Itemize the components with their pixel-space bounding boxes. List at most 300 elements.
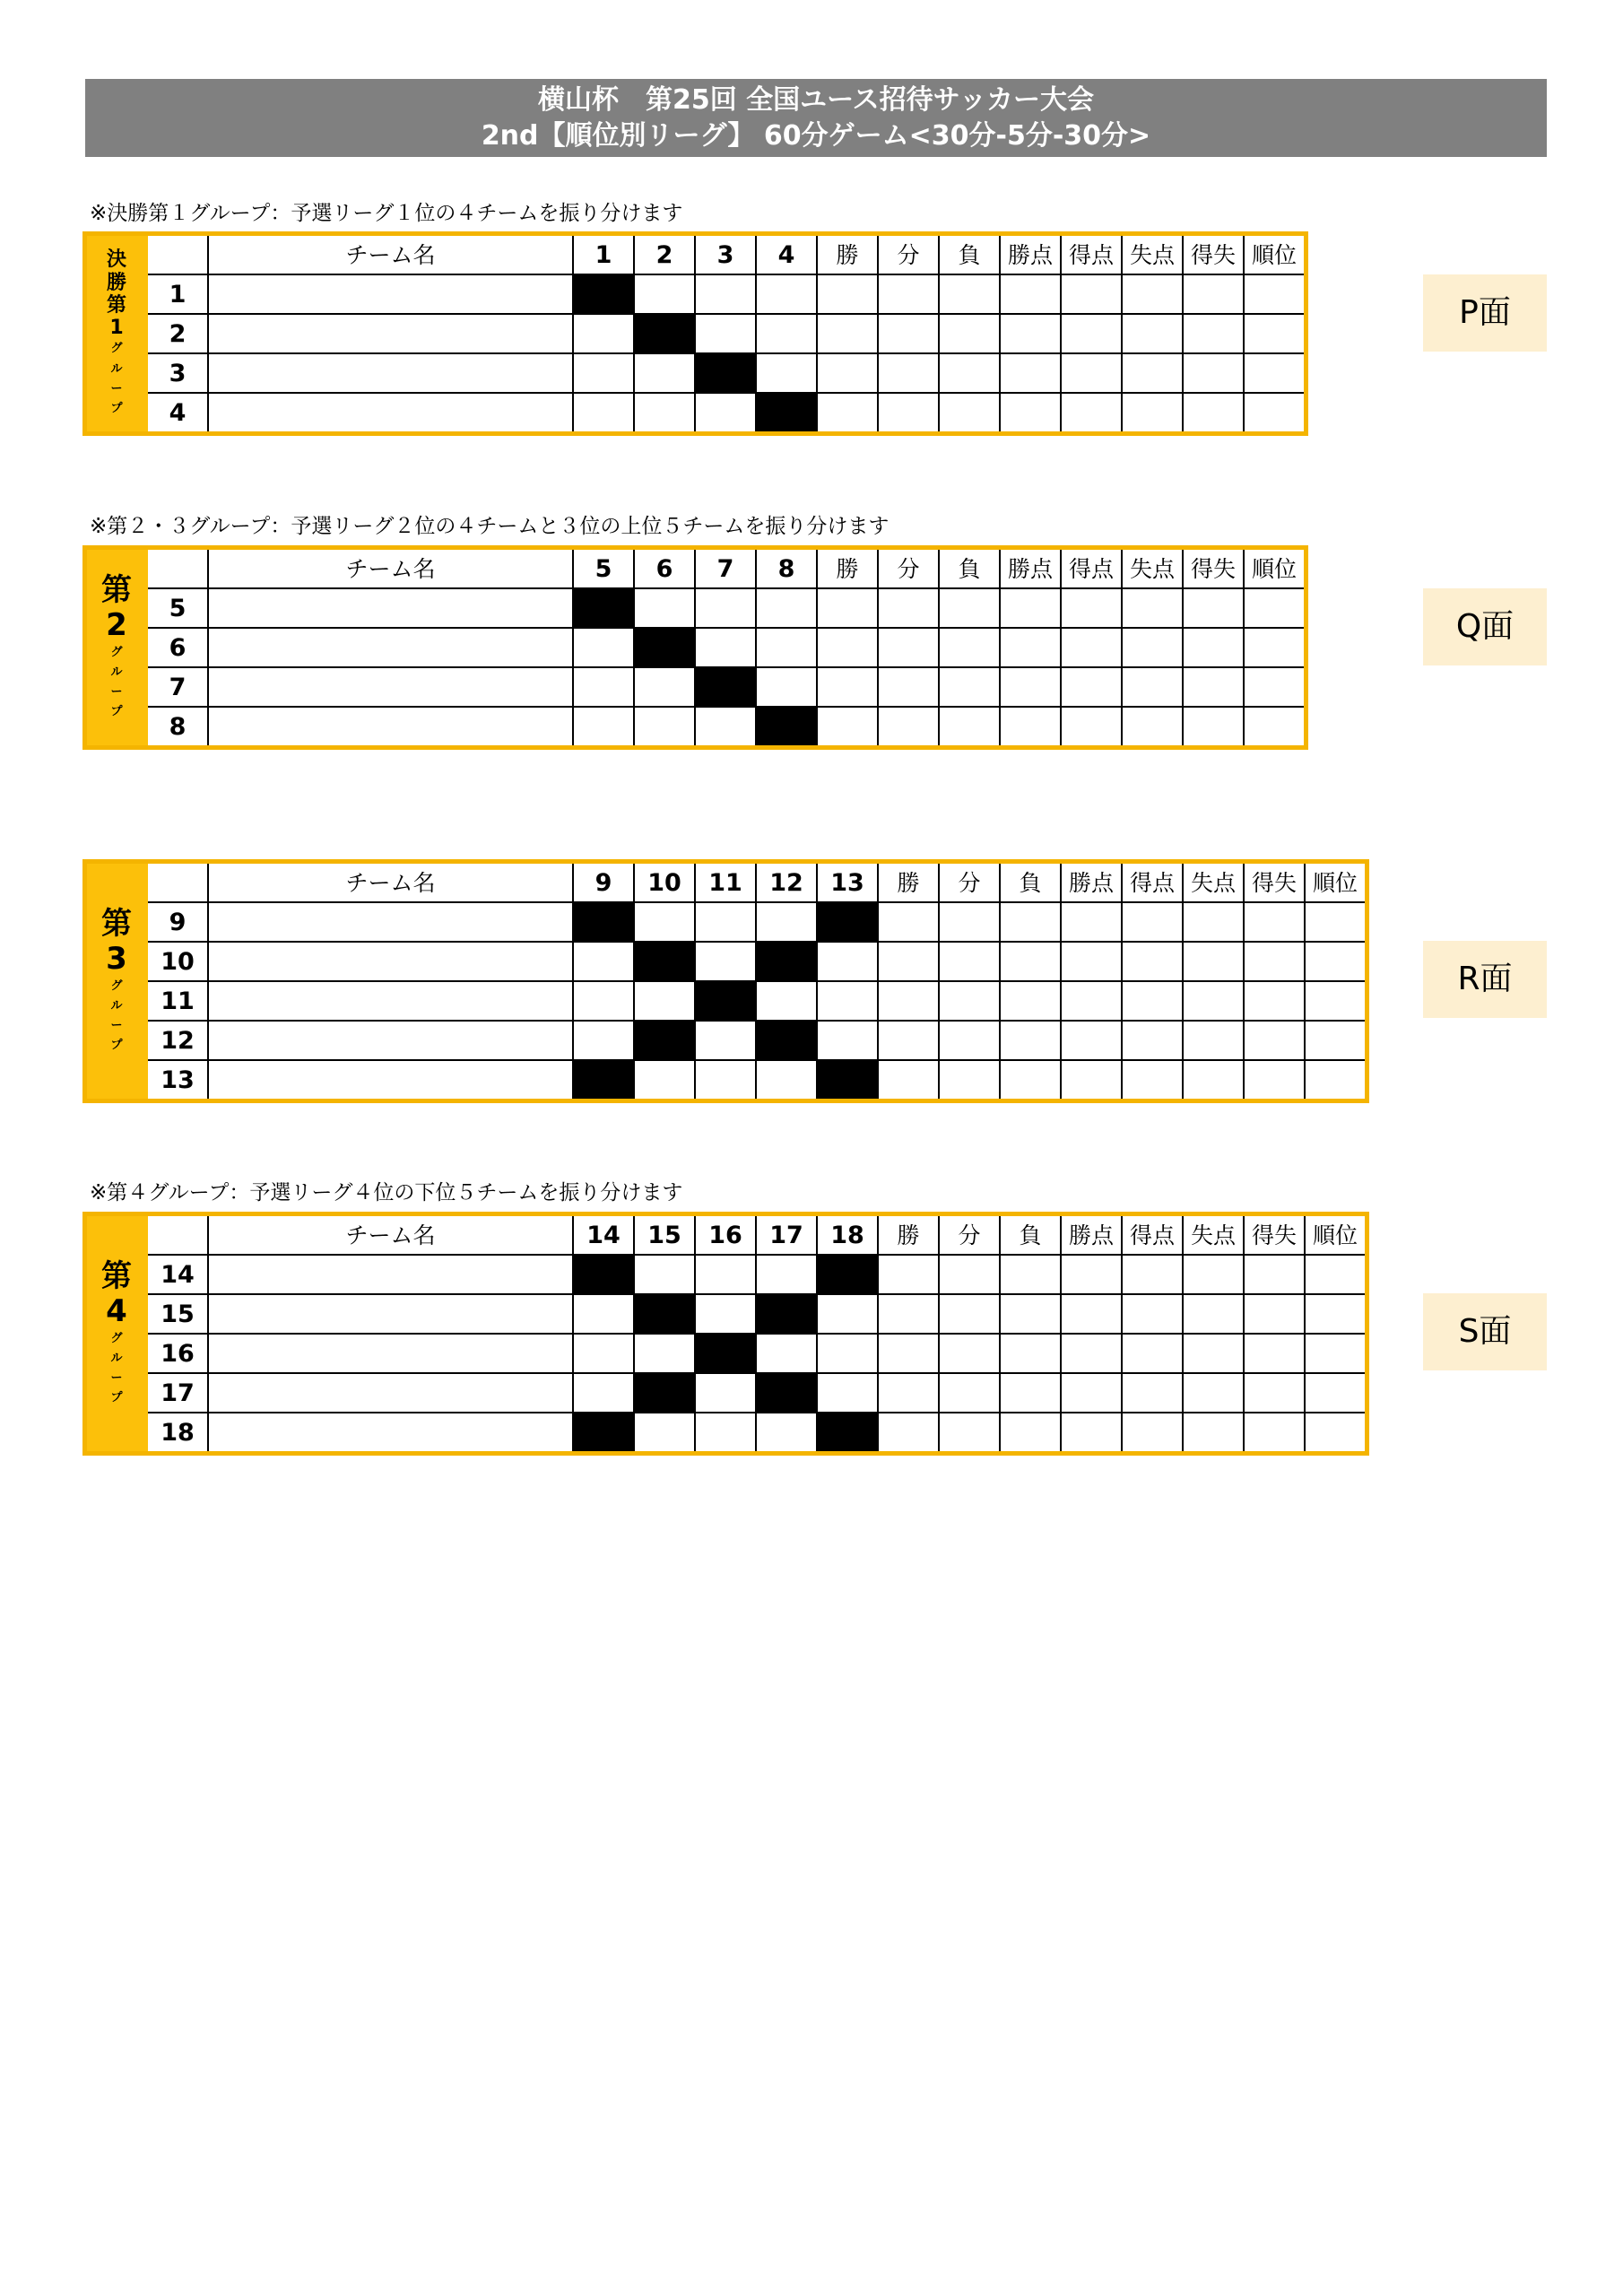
stat-cell[interactable] [1244,1255,1305,1294]
stat-cell[interactable] [939,707,1000,748]
team-name-header: チーム名 [208,862,573,903]
match-result-cell[interactable] [817,1021,878,1060]
stat-cell[interactable] [1183,1255,1244,1294]
stat-cell[interactable] [1000,393,1061,434]
stat-cell[interactable] [1183,1373,1244,1413]
match-result-cell[interactable] [695,902,756,942]
match-result-cell[interactable] [573,1294,634,1334]
stat-cell[interactable] [939,1413,1000,1454]
opponent-header: 3 [695,234,756,275]
match-result-cell[interactable] [695,1255,756,1294]
stat-cell[interactable] [1305,1255,1367,1294]
match-result-cell[interactable] [695,1060,756,1101]
match-result-cell[interactable] [573,393,634,434]
stat-cell[interactable] [1305,1021,1367,1060]
stat-header: 分 [878,234,939,275]
stat-cell[interactable] [1061,981,1122,1021]
opponent-header: 2 [634,234,695,275]
stat-cell[interactable] [1061,902,1122,942]
stat-cell[interactable] [1122,942,1183,981]
match-result-cell[interactable] [756,628,817,667]
stat-cell[interactable] [1061,314,1122,353]
stat-cell[interactable] [1244,588,1306,628]
group-2-note: ※第２・３グループ：予選リーグ２位の４チームと３位の上位５チームを振り分けます [90,515,890,538]
stat-cell[interactable] [1122,1021,1183,1060]
opponent-header: 5 [573,548,634,589]
team-name-header: チーム名 [208,234,573,275]
stat-cell[interactable] [1122,902,1183,942]
stat-cell[interactable] [1244,274,1306,314]
stat-cell[interactable] [878,1413,939,1454]
stat-cell[interactable] [878,1334,939,1373]
stat-cell[interactable] [1122,314,1183,353]
team-name-cell[interactable] [208,393,573,434]
stat-cell[interactable] [939,942,1000,981]
stat-cell[interactable] [1244,1021,1305,1060]
match-result-cell[interactable] [573,707,634,748]
opponent-header: 13 [817,862,878,903]
match-result-cell[interactable] [817,942,878,981]
stat-cell[interactable] [1061,1294,1122,1334]
match-result-cell[interactable] [634,667,695,707]
match-result-cell[interactable] [634,588,695,628]
stat-cell[interactable] [817,274,878,314]
header-blank-cell [147,862,208,903]
stat-cell[interactable] [817,353,878,393]
stat-cell[interactable] [1000,353,1061,393]
stat-cell[interactable] [939,274,1000,314]
blocked-cell [817,1255,878,1294]
team-name-cell[interactable] [208,981,573,1021]
stat-cell[interactable] [1244,353,1306,393]
team-row [85,1294,1367,1334]
stat-cell[interactable] [1000,1334,1061,1373]
stat-cell[interactable] [1305,1060,1367,1101]
stat-cell[interactable] [1000,902,1061,942]
group-1-note: ※決勝第１グループ：予選リーグ１位の４チームを振り分けます [90,202,683,225]
stat-cell[interactable] [1000,628,1061,667]
stat-cell[interactable] [1183,274,1244,314]
header-blank-cell [147,1214,208,1256]
group-side-char: グ [110,645,123,659]
match-result-cell[interactable] [756,353,817,393]
stat-cell[interactable] [1183,707,1244,748]
group-side-char: ル [110,361,123,376]
group-side-char: プ [110,1039,123,1053]
stat-cell[interactable] [1000,274,1061,314]
header-blank-cell [147,548,208,589]
match-result-cell[interactable] [756,981,817,1021]
stat-cell[interactable] [1061,667,1122,707]
stat-cell[interactable] [1305,1413,1367,1454]
team-number: 1 [147,274,208,314]
blocked-cell [634,628,695,667]
stat-cell[interactable] [878,628,939,667]
stat-cell[interactable] [1305,981,1367,1021]
stat-cell[interactable] [878,353,939,393]
stat-cell[interactable] [1183,393,1244,434]
stat-cell[interactable] [939,667,1000,707]
team-row [85,902,1367,942]
stat-cell[interactable] [1305,1334,1367,1373]
team-name-cell[interactable] [208,1060,573,1101]
stat-cell[interactable] [1305,1373,1367,1413]
team-name-cell[interactable] [208,902,573,942]
stat-header: 得失 [1244,1214,1305,1256]
title-line-2: 2nd【順位別リーグ】 60分ゲーム<30分-5分-30分> [481,119,1151,152]
blocked-cell [695,353,756,393]
blocked-cell [573,274,634,314]
group-side-char: プ [110,705,123,719]
stat-cell[interactable] [1061,1255,1122,1294]
stat-cell[interactable] [939,314,1000,353]
match-result-cell[interactable] [695,1373,756,1413]
stat-cell[interactable] [1061,393,1122,434]
match-result-cell[interactable] [756,1334,817,1373]
stat-header: 得点 [1061,234,1122,275]
match-result-cell[interactable] [634,274,695,314]
blocked-cell [634,1021,695,1060]
blocked-cell [756,393,817,434]
header-row [85,1214,1367,1256]
match-result-cell[interactable] [695,314,756,353]
match-result-cell[interactable] [756,588,817,628]
stat-cell[interactable] [878,588,939,628]
stat-header: 負 [1000,862,1061,903]
match-result-cell[interactable] [573,942,634,981]
stat-cell[interactable] [1244,942,1305,981]
group-side-label [85,234,148,434]
group-side-char: プ [110,1391,123,1405]
team-number: 2 [147,314,208,353]
stat-cell[interactable] [1244,393,1306,434]
stat-cell[interactable] [1183,353,1244,393]
team-row [85,1021,1367,1060]
team-name-cell[interactable] [208,314,573,353]
stat-cell[interactable] [1122,1373,1183,1413]
team-number: 6 [147,628,208,667]
blocked-cell [573,1255,634,1294]
group-side-label [85,862,148,1101]
opponent-header: 14 [573,1214,634,1256]
stat-cell[interactable] [1061,628,1122,667]
blocked-cell [573,1060,634,1101]
match-result-cell[interactable] [573,314,634,353]
stat-cell[interactable] [1122,1334,1183,1373]
stat-cell[interactable] [1244,902,1305,942]
group-side-char: プ [110,401,123,415]
team-name-cell[interactable] [208,942,573,981]
group-2-league-table [82,545,1308,750]
group-side-char: ー [110,1371,123,1386]
stat-cell[interactable] [878,314,939,353]
team-row [85,314,1306,353]
stat-cell[interactable] [878,1060,939,1101]
opponent-header: 6 [634,548,695,589]
stat-header: 分 [878,548,939,589]
stat-cell[interactable] [1244,1294,1305,1334]
stat-cell[interactable] [817,588,878,628]
match-result-cell[interactable] [573,1021,634,1060]
stat-cell[interactable] [1183,1060,1244,1101]
stat-cell[interactable] [1183,1334,1244,1373]
stat-cell[interactable] [1183,588,1244,628]
stat-cell[interactable] [1244,628,1306,667]
match-result-cell[interactable] [695,1021,756,1060]
match-result-cell[interactable] [634,1413,695,1454]
stat-cell[interactable] [1061,707,1122,748]
match-result-cell[interactable] [634,1060,695,1101]
stat-header: 順位 [1305,1214,1367,1256]
header-blank-cell [147,234,208,275]
stat-cell[interactable] [817,707,878,748]
opponent-header: 9 [573,862,634,903]
stat-cell[interactable] [1122,1255,1183,1294]
stat-cell[interactable] [1061,588,1122,628]
stat-cell[interactable] [1305,1294,1367,1334]
match-result-cell[interactable] [573,667,634,707]
stat-cell[interactable] [1244,1373,1305,1413]
group-side-char: 3 [106,940,127,977]
stat-cell[interactable] [939,1255,1000,1294]
stat-cell[interactable] [1122,1060,1183,1101]
stat-cell[interactable] [1061,1334,1122,1373]
stat-cell[interactable] [1244,1334,1305,1373]
match-result-cell[interactable] [573,1334,634,1373]
team-number: 3 [147,353,208,393]
match-result-cell[interactable] [695,588,756,628]
stat-cell[interactable] [878,393,939,434]
match-result-cell[interactable] [695,393,756,434]
stat-cell[interactable] [1122,981,1183,1021]
stat-cell[interactable] [939,353,1000,393]
stat-header: 得点 [1122,1214,1183,1256]
match-result-cell[interactable] [695,1294,756,1334]
opponent-header: 4 [756,234,817,275]
stat-cell[interactable] [939,1060,1000,1101]
team-row [85,393,1306,434]
team-name-cell[interactable] [208,1294,573,1334]
stat-cell[interactable] [1000,314,1061,353]
group-side-char: ル [110,999,123,1013]
opponent-header: 7 [695,548,756,589]
team-name-cell[interactable] [208,1021,573,1060]
stat-cell[interactable] [878,667,939,707]
stat-cell[interactable] [878,902,939,942]
team-name-cell[interactable] [208,667,573,707]
stat-cell[interactable] [1122,707,1183,748]
blocked-cell [817,902,878,942]
stat-cell[interactable] [878,1255,939,1294]
stat-cell[interactable] [939,1021,1000,1060]
match-result-cell[interactable] [817,981,878,1021]
stat-cell[interactable] [939,981,1000,1021]
match-result-cell[interactable] [756,667,817,707]
stat-cell[interactable] [1000,1021,1061,1060]
stat-cell[interactable] [878,981,939,1021]
stat-cell[interactable] [1000,1060,1061,1101]
stat-cell[interactable] [1122,353,1183,393]
match-result-cell[interactable] [573,628,634,667]
stat-header: 失点 [1122,548,1183,589]
stat-cell[interactable] [939,588,1000,628]
team-name-cell[interactable] [208,588,573,628]
team-name-cell[interactable] [208,1255,573,1294]
match-result-cell[interactable] [634,902,695,942]
team-number: 11 [147,981,208,1021]
match-result-cell[interactable] [634,353,695,393]
match-result-cell[interactable] [756,1255,817,1294]
stat-cell[interactable] [939,1334,1000,1373]
match-result-cell[interactable] [817,1294,878,1334]
stat-cell[interactable] [878,942,939,981]
match-result-cell[interactable] [634,1255,695,1294]
stat-cell[interactable] [1061,1021,1122,1060]
stat-header: 勝点 [1061,862,1122,903]
match-result-cell[interactable] [695,942,756,981]
stat-cell[interactable] [1244,981,1305,1021]
stat-cell[interactable] [1122,1294,1183,1334]
match-result-cell[interactable] [634,707,695,748]
stat-cell[interactable] [1000,1294,1061,1334]
team-name-cell[interactable] [208,1373,573,1413]
stat-cell[interactable] [1122,1413,1183,1454]
blocked-cell [573,1413,634,1454]
stat-cell[interactable] [817,393,878,434]
stat-cell[interactable] [1244,314,1306,353]
opponent-header: 11 [695,862,756,903]
stat-header: 得点 [1061,548,1122,589]
team-row [85,353,1306,393]
match-result-cell[interactable] [756,1413,817,1454]
stat-cell[interactable] [1183,314,1244,353]
stat-cell[interactable] [878,1294,939,1334]
stat-cell[interactable] [878,1373,939,1413]
group-side-char: 2 [106,606,127,643]
group-side-char: ー [110,1019,123,1033]
stat-cell[interactable] [1305,902,1367,942]
match-result-cell[interactable] [817,1334,878,1373]
stat-cell[interactable] [817,314,878,353]
group-side-char: 決 [106,248,126,272]
stat-cell[interactable] [1000,588,1061,628]
stat-cell[interactable] [939,628,1000,667]
stat-cell[interactable] [1061,1373,1122,1413]
match-result-cell[interactable] [573,353,634,393]
stat-cell[interactable] [1183,902,1244,942]
stat-cell[interactable] [1244,1413,1305,1454]
match-result-cell[interactable] [634,1334,695,1373]
team-number: 14 [147,1255,208,1294]
stat-cell[interactable] [939,1294,1000,1334]
match-result-cell[interactable] [573,1373,634,1413]
stat-cell[interactable] [1244,1060,1305,1101]
team-name-cell[interactable] [208,274,573,314]
stat-cell[interactable] [939,393,1000,434]
stat-cell[interactable] [1244,707,1306,748]
match-result-cell[interactable] [756,274,817,314]
court-label-p: P面 [1423,274,1547,352]
stat-cell[interactable] [1122,393,1183,434]
stat-cell[interactable] [878,1021,939,1060]
match-result-cell[interactable] [695,628,756,667]
stat-cell[interactable] [1061,353,1122,393]
match-result-cell[interactable] [695,1413,756,1454]
court-label-q: Q面 [1423,588,1547,665]
stat-cell[interactable] [878,707,939,748]
group-side-char: ル [110,1352,123,1365]
opponent-header: 1 [573,234,634,275]
stat-cell[interactable] [878,274,939,314]
stat-cell[interactable] [1000,1413,1061,1454]
team-number: 17 [147,1373,208,1413]
header-row [85,234,1306,275]
stat-cell[interactable] [1244,667,1306,707]
stat-cell[interactable] [1000,707,1061,748]
stat-cell[interactable] [1122,588,1183,628]
stat-cell[interactable] [1183,1021,1244,1060]
stat-cell[interactable] [1000,667,1061,707]
stat-cell[interactable] [1305,942,1367,981]
team-row [85,1373,1367,1413]
team-number: 10 [147,942,208,981]
stat-cell[interactable] [1061,1413,1122,1454]
stat-cell[interactable] [817,667,878,707]
blocked-cell [756,1021,817,1060]
stat-cell[interactable] [1061,942,1122,981]
team-name-cell[interactable] [208,353,573,393]
match-result-cell[interactable] [817,1373,878,1413]
team-name-cell[interactable] [208,1413,573,1454]
stat-cell[interactable] [1000,942,1061,981]
stat-cell[interactable] [1061,1060,1122,1101]
stat-cell[interactable] [1183,1294,1244,1334]
group-side-char: ー [110,685,123,700]
match-result-cell[interactable] [756,902,817,942]
stat-cell[interactable] [1122,628,1183,667]
match-result-cell[interactable] [756,1060,817,1101]
opponent-header: 18 [817,1214,878,1256]
match-result-cell[interactable] [695,274,756,314]
stat-cell[interactable] [817,628,878,667]
stat-cell[interactable] [1183,1413,1244,1454]
stat-header: 分 [939,862,1000,903]
match-result-cell[interactable] [573,981,634,1021]
match-result-cell[interactable] [695,707,756,748]
match-result-cell[interactable] [756,314,817,353]
stat-cell[interactable] [1183,981,1244,1021]
stat-cell[interactable] [1183,628,1244,667]
team-name-cell[interactable] [208,628,573,667]
team-name-cell[interactable] [208,707,573,748]
stat-cell[interactable] [1000,981,1061,1021]
match-result-cell[interactable] [634,393,695,434]
stat-cell[interactable] [1061,274,1122,314]
stat-header: 勝点 [1000,234,1061,275]
stat-cell[interactable] [1000,1255,1061,1294]
stat-cell[interactable] [1122,274,1183,314]
stat-cell[interactable] [1183,667,1244,707]
group-side-label [85,548,148,748]
stat-cell[interactable] [1000,1373,1061,1413]
stat-header: 順位 [1305,862,1367,903]
stat-cell[interactable] [1122,667,1183,707]
stat-cell[interactable] [939,1373,1000,1413]
stat-cell[interactable] [1183,942,1244,981]
match-result-cell[interactable] [634,981,695,1021]
stat-cell[interactable] [939,902,1000,942]
team-name-cell[interactable] [208,1334,573,1373]
